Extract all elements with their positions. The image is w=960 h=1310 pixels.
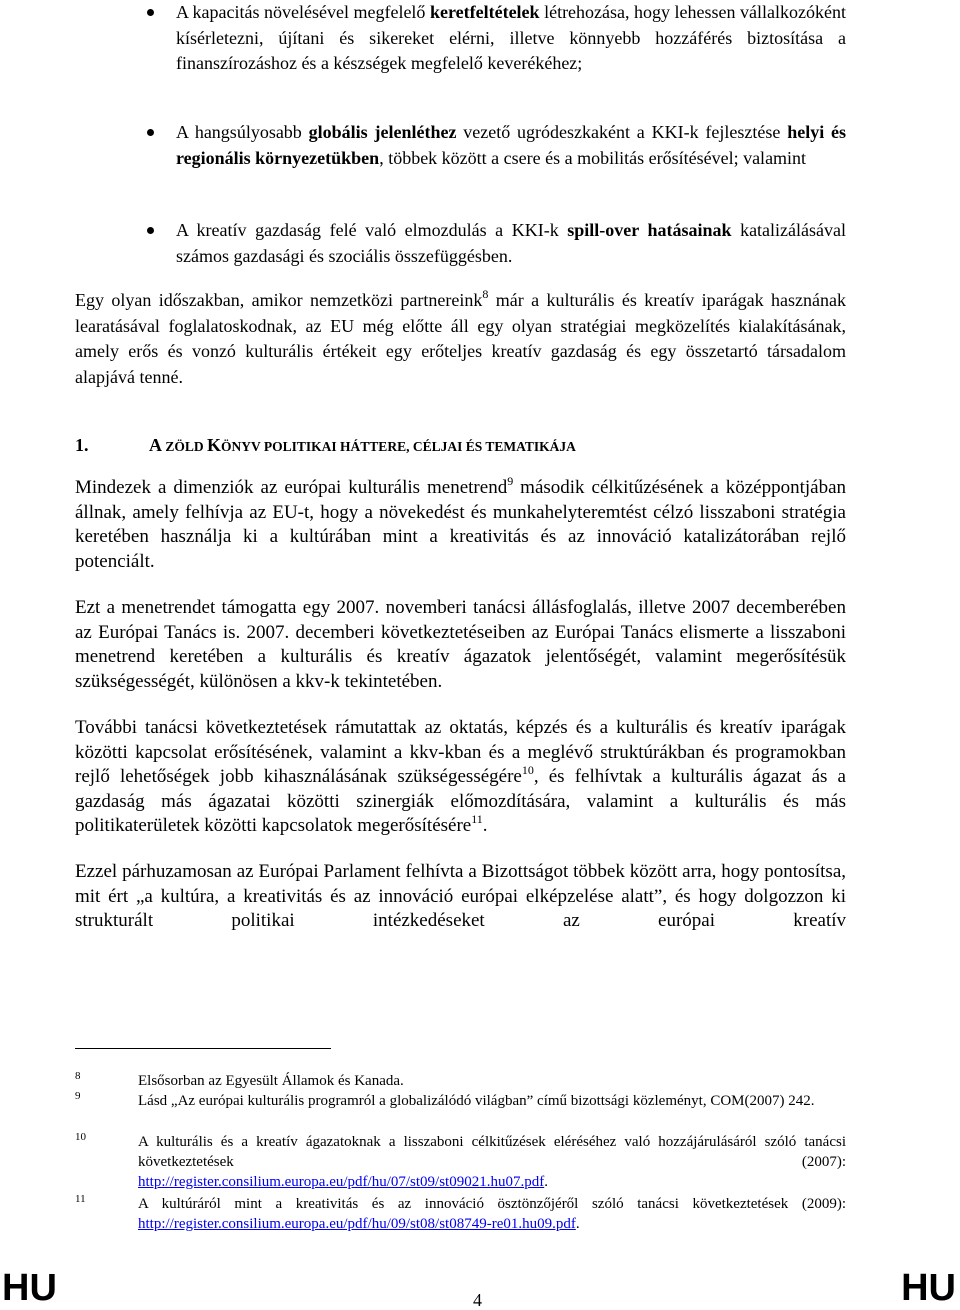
- footnote-text: [138, 1132, 846, 1192]
- text-run: már a kulturális és kreatív iparágak hasznának learatásával foglalatoskodnak, az EU még előtte áll egy olyan stratégiai megközelítés kialakításának, amely erős és vonzó kulturális értékeit egy erőteljes kreatív gazdaság és egy összetartó társadalom alapjává tenné.: [75, 290, 846, 387]
- footnote-ref: 8: [482, 287, 489, 301]
- footnote-body: A kultúráról mint a kreativitás és az innováció ösztönzőjéről szóló tanácsi következtetések (2009):: [138, 1196, 846, 1212]
- section-number: 1.: [75, 435, 89, 455]
- heading-text-part: A: [149, 435, 162, 455]
- paragraph: [75, 596, 846, 694]
- bullet-dot-icon: [147, 129, 154, 136]
- text-run: A hangsúlyosabb: [176, 122, 309, 142]
- text-run: A kapacitás növelésével megfelelő: [176, 2, 430, 22]
- text-run: , többek között a csere és a mobilitás erősítésével; valamint: [379, 147, 807, 168]
- bullet-item: [176, 120, 846, 171]
- text-run: További tanácsi következtetések rámutattak az oktatás, képzés és a kulturális és kreatív iparágak közötti kapcsolat erősítésének, valamint a kkv-kban és a meglévő struktúrákban és programokban rejlő lehetőségek jobb kihasználásának szükségességére: [75, 717, 846, 788]
- footnote-text: Elsősorban az Egyesült Államok és Kanada.: [138, 1073, 404, 1089]
- bold-text: helyi és regionális környezetükben: [176, 122, 846, 168]
- bullet-item: [176, 218, 846, 269]
- footnote-punct: .: [575, 1216, 580, 1232]
- bullet-text: [176, 2, 846, 73]
- footnote-ref: 10: [521, 763, 534, 778]
- bullet-text: [176, 220, 846, 266]
- text-run: Ezzel párhuzamosan az Európai Parlament felhívta a Bizottságot többek között arra, hogy pontosítsa, mit ért „a kultúra, a kreativitás és az innováció európai elképzelése alatt”, és hogy dolgozzon ki strukturált politikai intézkedéseket az európai kreatív: [75, 861, 846, 932]
- section-heading: [75, 432, 846, 460]
- language-code-right: HU: [901, 1267, 956, 1309]
- heading-text-part: ZÖLD: [162, 439, 208, 454]
- bold-text: spill-over hatásainak: [567, 220, 732, 240]
- footnote-body: A kulturális és a kreatív ágazatoknak a lisszaboni célkitűzések eléréséhez való hozzájárulásáról szóló tanácsi következtetések (2007):: [138, 1134, 846, 1170]
- bold-text: keretfeltételek: [429, 2, 540, 22]
- footnote-number: 8: [75, 1070, 81, 1082]
- footnote-number: 10: [75, 1131, 86, 1143]
- paragraph: [75, 288, 846, 390]
- bullet-text: [176, 122, 846, 168]
- footnote-ref: 9: [507, 474, 514, 488]
- footnote-separator: [75, 1048, 331, 1049]
- page-number: 4: [473, 1290, 482, 1310]
- footnote-ref: 11: [471, 812, 483, 827]
- text-run: Egy olyan időszakban, amikor nemzetközi partnereink: [75, 290, 483, 310]
- bullet-item: [176, 0, 846, 77]
- footnote-number: 11: [75, 1193, 86, 1205]
- heading-text-part: K: [207, 435, 222, 455]
- footnote-link[interactable]: http://register.consilium.europa.eu/pdf/hu/09/st08/st08749-re01.hu09.pdf: [138, 1216, 576, 1232]
- paragraph: [75, 716, 846, 839]
- text-run: , és felhívtak a kulturális ágazat ás a gazdaság más ágazatai közötti szinergiák előmozdítására, valamint a kulturális és más politikaterületek közötti kapcsolatok megerősítésére: [75, 766, 846, 837]
- bold-text: globális jelenléthez: [308, 122, 457, 142]
- text-run: .: [482, 815, 488, 837]
- text-run: Ezt a menetrendet támogatta egy 2007. novemberi tanácsi állásfoglalás, illetve 2007 decemberében az Európai Tanács is. 2007. decemberi következtetéseiben az Európai Tanács elismerte a lisszaboni menetrend keretében a kulturális és kreatív ágazatok jelentőségét, valamint megerősítésük szükségességét, különösen a kkv-k tekintetében.: [75, 597, 846, 692]
- text-run: létrehozása, hogy lehessen vállalkozóként kísérletezni, újítani és sikereket elérni, illetve könnyebb hozzáférés biztosítása a finanszírozáshoz és a készségek megfelelő keverékéhez;: [176, 2, 846, 73]
- text-run: A kreatív gazdaság felé való elmozdulás a KKI-k: [176, 220, 568, 240]
- language-code-left: HU: [2, 1267, 57, 1309]
- footnote-number: 9: [75, 1090, 81, 1102]
- paragraph: [75, 476, 846, 574]
- footnote-link[interactable]: http://register.consilium.europa.eu/pdf/hu/07/st09/st09021.hu07.pdf: [138, 1174, 545, 1190]
- footnote-punct: .: [544, 1174, 548, 1190]
- heading-text-part: ÖNYV POLITIKAI HÁTTERE, CÉLJAI ÉS TEMATIKÁJA: [221, 439, 576, 454]
- bullet-dot-icon: [147, 9, 154, 16]
- footnote-text: [138, 1194, 846, 1234]
- footnote-text: Lásd „Az európai kulturális programról a globalizálódó világban” című bizottsági közleményt, COM(2007) 242.: [138, 1093, 815, 1109]
- text-run: katalizálásával számos gazdasági és szociális összefüggésben.: [176, 220, 847, 266]
- text-run: második célkitűzésének a középpontjában állnak, amely felhívja az EU-t, hogy a növekedést és munkahelyteremtést célzó lisszaboni stratégia keretében használja ki a kultúrában mint a kreativitás és az innováció katalizátorában rejlő potenciált.: [75, 477, 847, 572]
- text-run: vezető ugródeszkaként a KKI-k fejlesztése: [456, 122, 788, 142]
- paragraph: [75, 860, 846, 934]
- text-run: Mindezek a dimenziók az európai kulturális menetrend: [75, 477, 508, 498]
- bullet-dot-icon: [147, 227, 154, 234]
